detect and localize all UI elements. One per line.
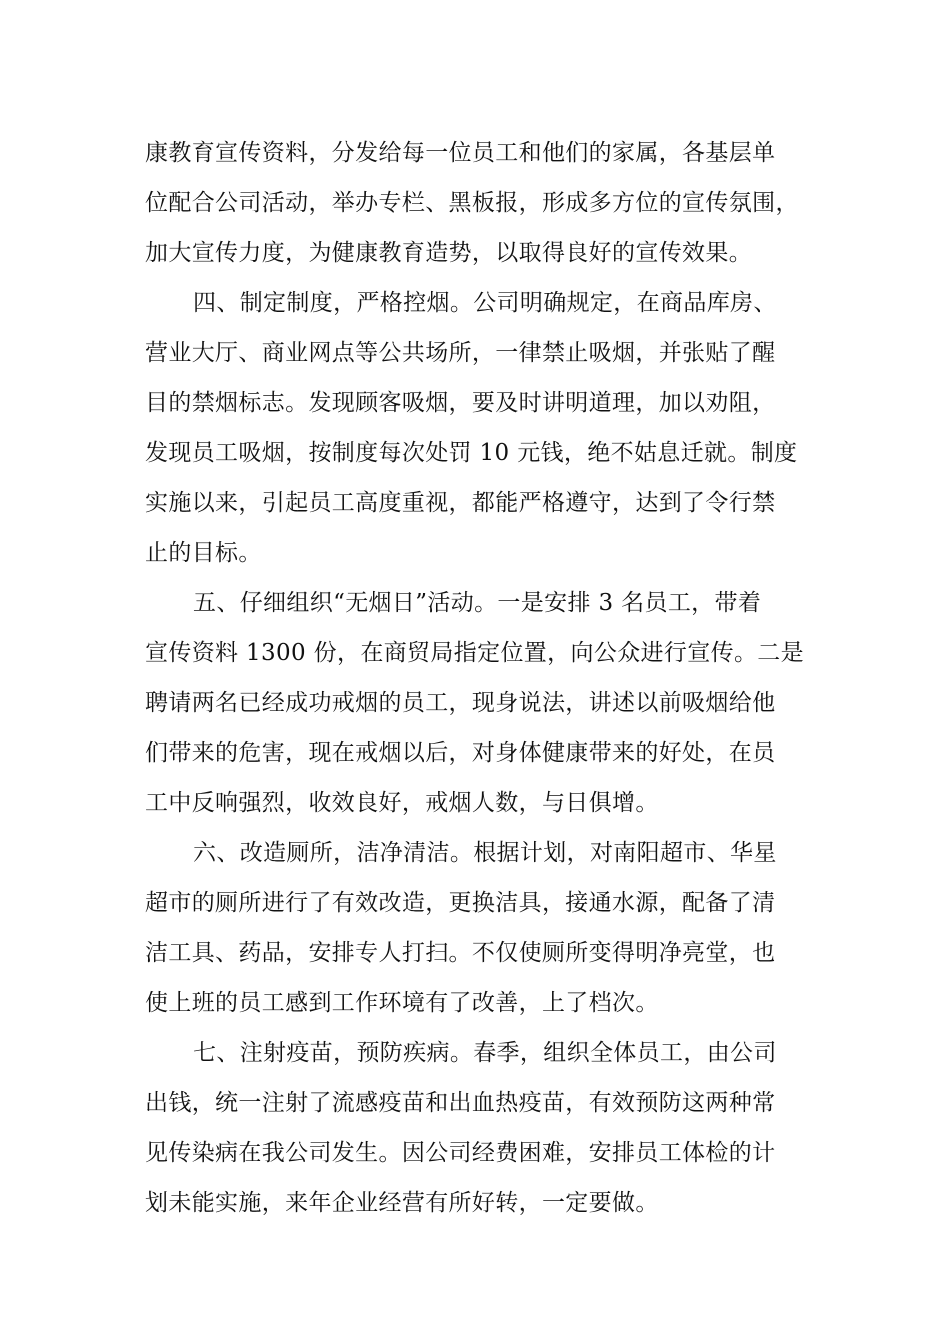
text-line: 使上班的员工感到工作环境有了改善，上了档次。: [145, 990, 659, 1016]
text-line: 宣传资料 1300 份，在商贸局指定位置，向公众进行宣传。二是: [145, 640, 805, 666]
text-line: 超市的厕所进行了有效改造，更换洁具，接通水源，配备了清: [145, 890, 776, 916]
text-line: 划未能实施，来年企业经营有所好转，一定要做。: [145, 1190, 659, 1216]
paragraph-start-line: 五、仔细组织“无烟日”活动。一是安排 3 名员工，带着: [193, 590, 762, 616]
text-line: 实施以来，引起员工高度重视，都能严格遵守，达到了令行禁: [145, 490, 776, 516]
text-line: 见传染病在我公司发生。因公司经费困难，安排员工体检的计: [145, 1140, 776, 1166]
text-line: 出钱，统一注射了流感疫苗和出血热疫苗，有效预防这两种常: [145, 1090, 776, 1116]
text-line: 发现员工吸烟，按制度每次处罚 10 元钱，绝不姑息迁就。制度: [145, 440, 798, 466]
text-line: 营业大厅、商业网点等公共场所，一律禁止吸烟，并张贴了醒: [145, 340, 776, 366]
text-line: 聘请两名已经成功戒烟的员工，现身说法，讲述以前吸烟给他: [145, 690, 776, 716]
text-line: 目的禁烟标志。发现顾客吸烟，要及时讲明道理，加以劝阻，: [145, 390, 776, 416]
text-line: 工中反响强烈，收效良好，戒烟人数，与日俱增。: [145, 790, 659, 816]
paragraph-start-line: 六、改造厕所，洁净清洁。根据计划，对南阳超市、华星: [193, 840, 777, 866]
paragraph-start-line: 四、制定制度，严格控烟。公司明确规定，在商品库房、: [193, 290, 777, 316]
text-line: 康教育宣传资料，分发给每一位员工和他们的家属，各基层单: [145, 140, 776, 166]
text-line: 加大宣传力度，为健康教育造势，以取得良好的宣传效果。: [145, 240, 753, 266]
text-line: 们带来的危害，现在戒烟以后，对身体健康带来的好处，在员: [145, 740, 776, 766]
document-body: [145, 128, 817, 1228]
paragraph-start-line: 七、注射疫苗，预防疾病。春季，组织全体员工，由公司: [193, 1040, 777, 1066]
text-line: 洁工具、药品，安排专人打扫。不仅使厕所变得明净亮堂，也: [145, 940, 776, 966]
text-line: 止的目标。: [145, 540, 262, 566]
text-line: 位配合公司活动，举办专栏、黑板报，形成多方位的宣传氛围，: [145, 190, 799, 216]
